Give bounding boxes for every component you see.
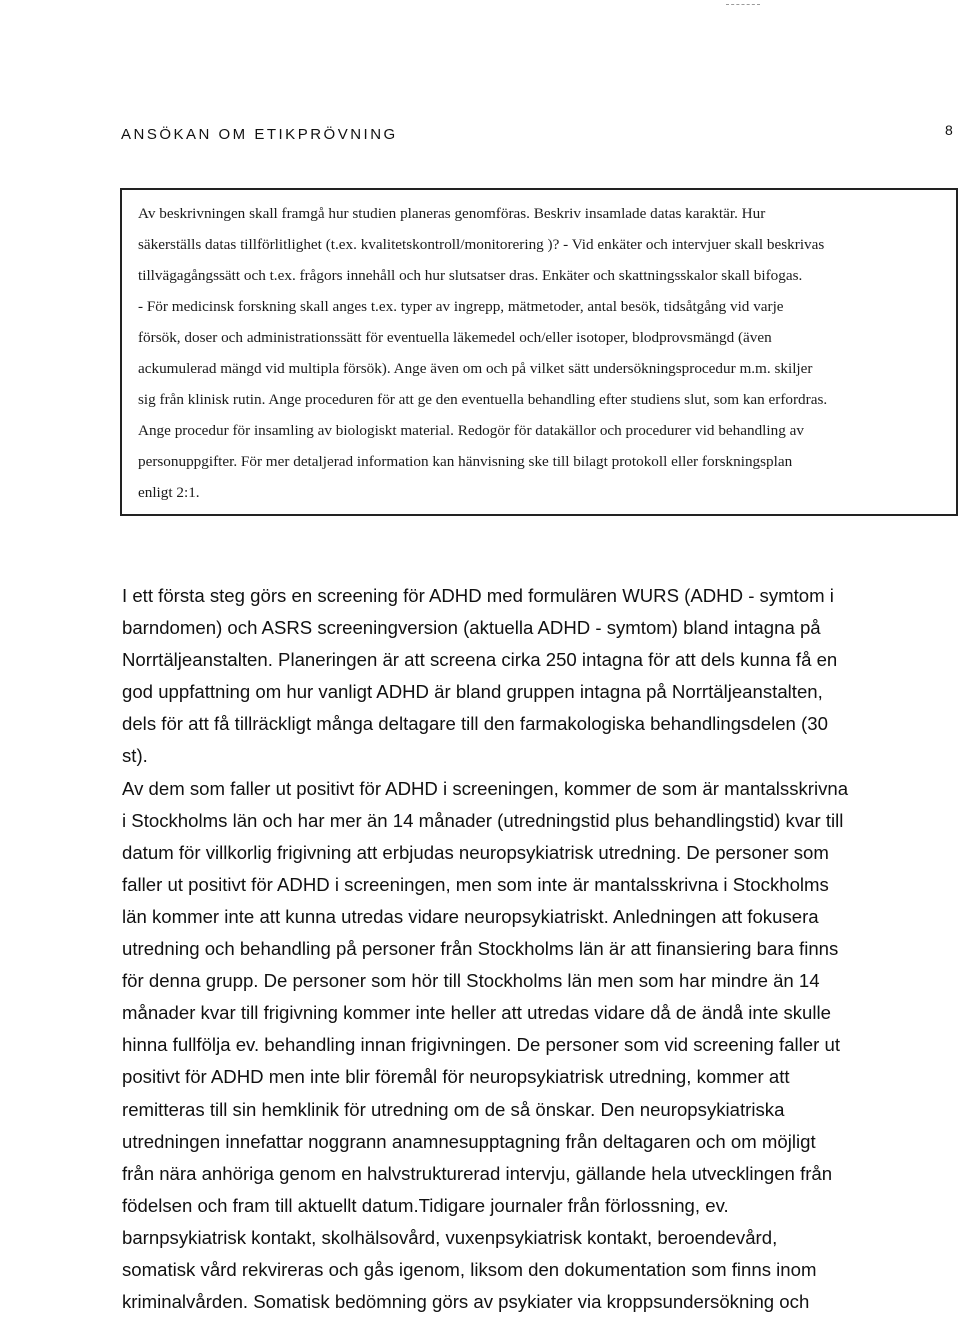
instruction-line: personuppgifter. För mer detaljerad information kan hänvisning ske till bilagt protokoll eller forskningsplan — [138, 453, 793, 470]
instruction-line: ackumulerad mängd vid multipla försök). Ange även om och på vilket sätt undersökningsprocedur m.m. skiljer — [138, 360, 813, 377]
instruction-line: försök, doser och administrationssätt för eventuella läkemedel och/eller isotoper, blodprovsmängd (även — [138, 329, 772, 346]
instruction-line: sig från klinisk rutin. Ange proceduren för att ge den eventuella behandling efter studiens slut, som kan erfordras. — [138, 391, 828, 408]
scan-artifact — [726, 4, 760, 6]
body-line: kriminalvården. Somatisk bedömning görs av psykiater via kroppsundersökning och — [122, 1291, 810, 1313]
body-line: remitteras till sin hemklinik för utredning om de så önskar. Den neuropsykiatriska — [122, 1098, 785, 1120]
page-number: 8 — [945, 122, 953, 138]
body-line: god uppfattning om hur vanligt ADHD är bland gruppen intagna på Norrtäljeanstalten, — [122, 681, 823, 703]
page-title: ANSÖKAN OM ETIKPRÖVNING — [121, 126, 398, 143]
instruction-line: - För medicinsk forskning skall anges t.ex. typer av ingrepp, mätmetoder, antal besök, tidsåtgång vid varje — [138, 298, 784, 315]
instruction-line: säkerställs datas tillförlitlighet (t.ex. kvalitetskontroll/monitorering )? - Vid enkäter och intervjuer skall beskrivas — [138, 236, 825, 253]
body-line: faller ut positivt för ADHD i screeningen, men som inte är mantalsskrivna i Stockholms — [122, 873, 829, 895]
body-line: Norrtäljeanstalten. Planeringen är att screena cirka 250 intagna för att dels kunna få en — [122, 649, 838, 671]
body-text — [122, 580, 950, 1318]
body-line: födelsen och fram till aktuellt datum.Tidigare journaler från förlossning, ev. — [122, 1194, 729, 1216]
body-line: utredning och behandling på personer från Stockholms län är att finansiering bara finns — [122, 938, 839, 960]
instruction-line: Av beskrivningen skall framgå hur studien planeras genomföras. Beskriv insamlade datas karaktär. Hur — [138, 205, 766, 222]
body-line: län kommer inte att kunna utredas vidare neuropsykiatriskt. Anledningen att fokusera — [122, 905, 819, 927]
body-line: barndomen) och ASRS screeningversion (aktuella ADHD - symtom) bland intagna på — [122, 617, 821, 639]
body-line: barnpsykiatrisk kontakt, skolhälsovård, vuxenpsykiatrisk kontakt, beroendevård, — [122, 1226, 778, 1248]
instruction-line: enligt 2:1. — [138, 484, 200, 501]
body-line: datum för villkorlig frigivning att erbjudas neuropsykiatrisk utredning. De personer som — [122, 841, 829, 863]
body-line: månader kvar till frigivning kommer inte heller att utredas vidare då de ändå inte skulle — [122, 1002, 831, 1024]
instruction-box — [120, 188, 958, 516]
instruction-line: Ange procedur för insamling av biologiskt material. Redogör för datakällor och procedurer vid behandling av — [138, 422, 804, 439]
body-line: för denna grupp. De personer som hör till Stockholms län men som har mindre än 14 — [122, 970, 820, 992]
body-line: i Stockholms län och har mer än 14 månader (utredningstid plus behandlingstid) kvar till — [122, 809, 844, 831]
body-line: hinna fullfölja ev. behandling innan frigivningen. De personer som vid screening faller ut — [122, 1034, 841, 1056]
body-line: dels för att få tillräckligt många deltagare till den farmakologiska behandlingsdelen (30 — [122, 713, 828, 735]
body-line: st). — [122, 745, 148, 767]
body-line: somatisk vård rekvireras och gås igenom, liksom den dokumentation som finns inom — [122, 1258, 817, 1280]
body-line: positivt för ADHD men inte blir föremål för neuropsykiatrisk utredning, kommer att — [122, 1066, 790, 1088]
instruction-line: tillvägagångssätt och t.ex. frågors innehåll och hur slutsatser dras. Enkäter och skattningsskalor skall bifogas. — [138, 267, 803, 284]
body-line: från nära anhöriga genom en halvstrukturerad intervju, gällande hela utvecklingen från — [122, 1162, 833, 1184]
body-line: Av dem som faller ut positivt för ADHD i screeningen, kommer de som är mantalsskrivna — [122, 777, 849, 799]
body-line: I ett första steg görs en screening för ADHD med formulären WURS (ADHD - symtom i — [122, 585, 834, 606]
body-line: utredningen innefattar noggrann anamnesupptagning från deltagaren och om möjligt — [122, 1130, 816, 1152]
